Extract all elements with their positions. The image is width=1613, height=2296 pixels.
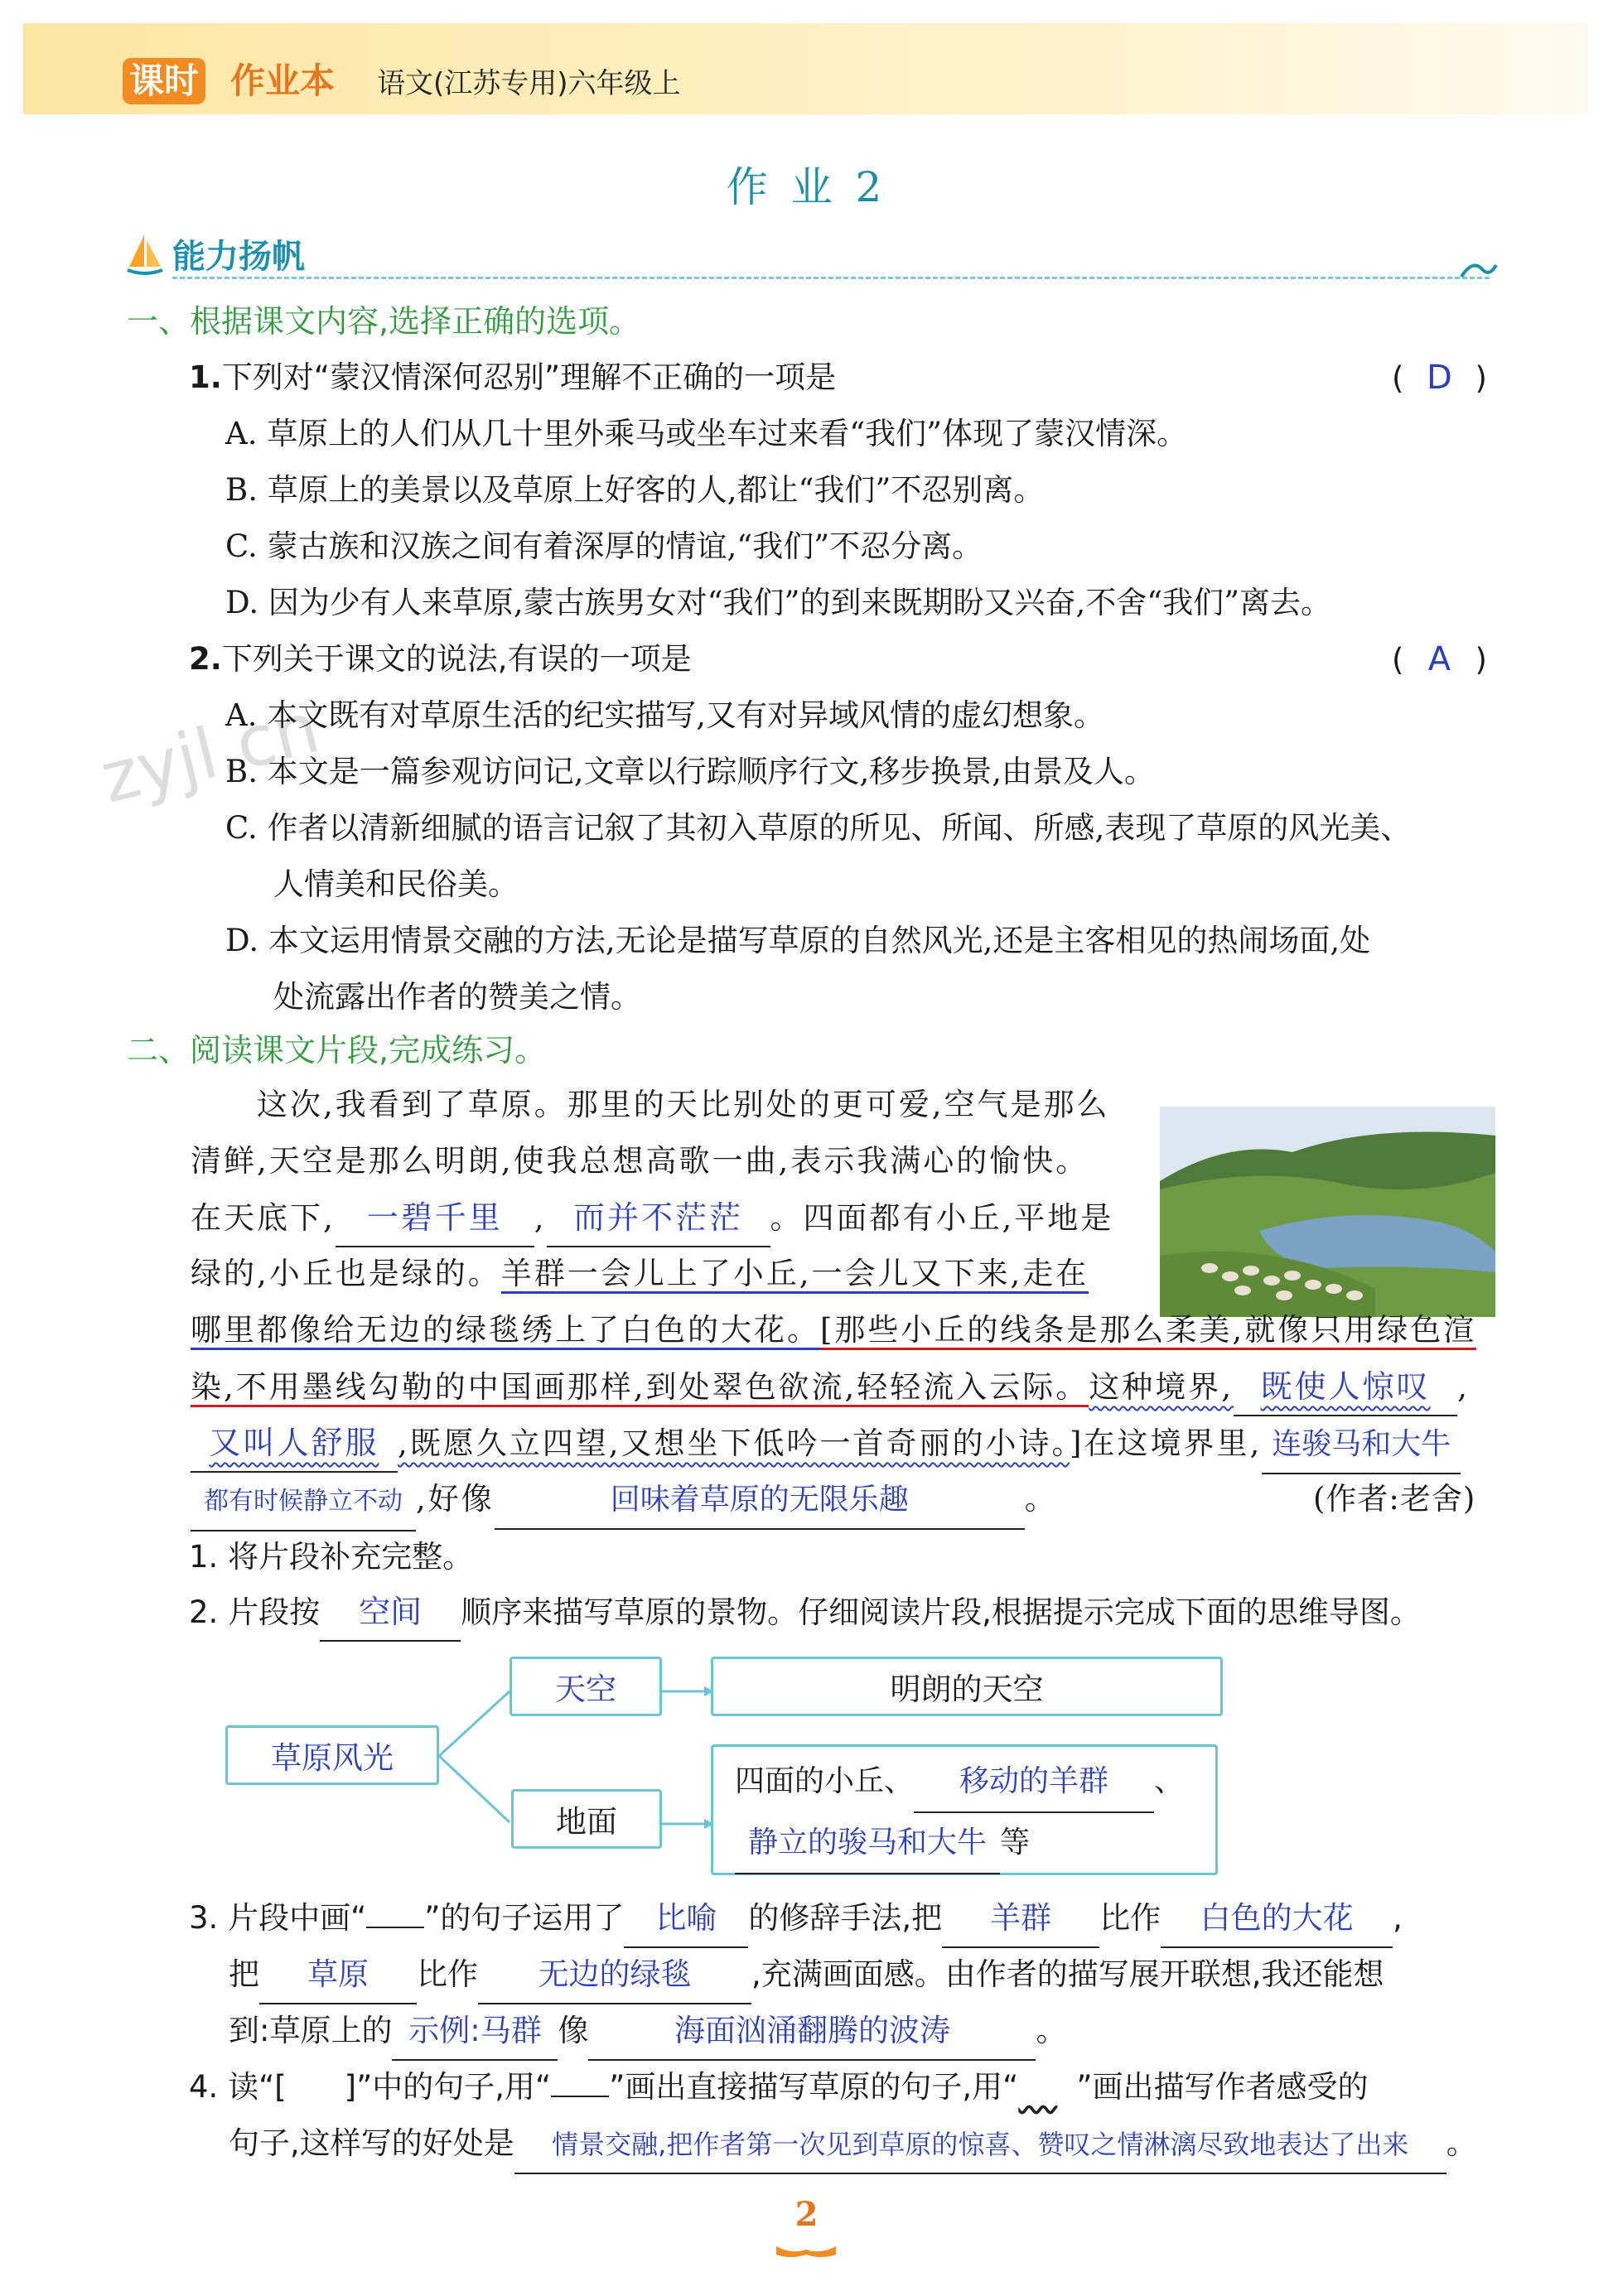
q1-stem [189,350,836,406]
wavy-underline-sample [1018,2059,1076,2115]
passage-text: ]在这境界里, [1070,1425,1263,1461]
wavy-sentence: 这种境界, [1089,1369,1234,1405]
p2-q3-text: ”的句子运用了 [424,1900,625,1936]
passage-text: , [534,1200,547,1236]
p2-q3-blank-5[interactable]: 无边的绿毯 [478,1946,751,2004]
p2-q4-text: ]”中的句子,用“ [344,2069,552,2105]
mindmap-ground-label: 地面 [556,1804,617,1840]
fill-blank-5-cont[interactable]: 都有时候静立不动 [191,1474,416,1531]
p2-q3-line2 [229,1946,1384,2004]
page-number: 2 [794,2195,819,2234]
p2-q3-text: 到:草原上的 [229,2013,393,2048]
q2-answer-paren: ( A ) [1392,631,1487,688]
grassland-photo [1160,1107,1495,1317]
underline-sample [551,2096,609,2097]
p2-q3-line1 [189,1890,1403,1948]
q2-number: 2. [189,641,222,677]
p2-q3-text: 。 [1036,2013,1067,2048]
passage-line-6 [191,1358,1470,1416]
mindmap-blank-1[interactable]: 移动的羊群 [914,1752,1154,1813]
q2-option-d-cont: 处流露出作者的赞美之情。 [273,979,641,1015]
passage-text: ,好像 [416,1481,495,1517]
passage-line-4 [191,1246,1089,1302]
header-logo: 课时 [123,58,205,104]
header-brand: 作业本 [230,60,336,101]
mindmap-sky-label[interactable]: 天空 [555,1671,616,1707]
mindmap-ground-text: 等 [1000,1826,1031,1859]
p2-q3-blank-6[interactable]: 示例:马群 [392,2003,558,2061]
p2-q3-text: 比作 [1099,1900,1161,1936]
q1-text: 下列对“蒙汉情深何忍别”理解不正确的一项是 [221,359,837,395]
q1-option-b: B. 草原上的美景以及草原上好客的人,都让“我们”不忍别离。 [225,472,1045,508]
p2-q2-text: 顺序来描写草原的景物。仔细阅读片段,根据提示完成下面的思维导图。 [461,1594,1421,1630]
fill-blank-3[interactable]: 既使人惊叹 [1234,1358,1457,1416]
q1-answer[interactable]: D [1427,359,1452,397]
passage-text: , [1457,1369,1470,1405]
p2-q3-text: 像 [558,2013,589,2048]
passage-author: (作者:老舍) [1313,1481,1476,1517]
sail-icon [126,234,164,277]
fill-blank-5[interactable]: 连骏马和大牛 [1262,1416,1461,1474]
fill-blank-4[interactable]: 又叫人舒服 [191,1415,398,1473]
p2-q3-blank-4[interactable]: 草原 [259,1946,417,2004]
q2-answer[interactable]: A [1427,640,1451,678]
p2-q1: 1. 将片段补充完整。 [189,1539,474,1575]
underlined-sentence-sheep-cont: 哪里都像给无边的绿毯绣上了白色的大花。 [191,1312,820,1350]
passage-line-5 [191,1302,1476,1358]
mindmap-sky-desc [711,1657,1223,1716]
mindmap-ground-text: 四面的小丘、 [735,1764,915,1798]
passage-line-3 [191,1189,1113,1247]
mindmap-sky [509,1657,662,1716]
fill-blank-2[interactable]: 而并不茫茫 [547,1189,770,1247]
mindmap-root-label: 草原风光 [271,1740,394,1776]
p2-q2 [189,1584,1421,1642]
p2-q4-text: 。 [1446,2125,1477,2161]
mindmap-ground-desc [711,1744,1218,1875]
p2-q4-line1 [189,2059,1369,2115]
mindmap-blank-2[interactable]: 静立的骏马和大牛 [735,1813,1000,1874]
p2-q4-text: 4. 读“[ [189,2069,287,2105]
q1-number: 1. [189,359,222,395]
p2-q3-blank-2[interactable]: 羊群 [942,1890,1099,1948]
header-subtitle: 语文(江苏专用)六年级上 [377,67,681,100]
passage-line-1: 这次,我看到了草原。那里的天比别处的更可爱,空气是那么 [257,1087,1110,1122]
q1-option-c: C. 蒙古族和汉族之间有着深厚的情谊,“我们”不忍分离。 [225,528,983,564]
underlined-sentence-sheep: 羊群一会儿上了小丘,一会儿又下来,走在 [501,1256,1089,1294]
wave-icon [1458,255,1500,283]
mindmap-ground-text: 、 [1154,1764,1185,1798]
p2-q2-text: 2. 片段按 [189,1594,321,1630]
part1-heading: 一、根据课文内容,选择正确的选项。 [127,303,641,340]
red-underlined-sentence-cont: 染,不用墨线勾勒的中国画那样,到处翠色欲流,轻轻流入云际。 [191,1369,1089,1407]
q1-answer-paren: ( D ) [1392,350,1487,407]
red-underlined-sentence: [那些小丘的线条是那么柔美,就像只用绿色渲 [820,1312,1476,1350]
p2-q4-text: 句子,这样写的好处是 [229,2125,514,2161]
q1-option-d: D. 因为少有人来草原,蒙古族男女对“我们”的到来既期盼又兴奋,不舍“我们”离去。 [225,585,1332,620]
wavy-sentence-cont: ,既愿久立四望,又想坐下低吟一首奇丽的小诗。 [398,1425,1070,1461]
section-banner: 能力扬帆 [172,238,305,276]
p2-q3-text: 的修辞手法,把 [748,1900,943,1936]
page-title: 作 业 2 [726,163,887,211]
q2-option-a: A. 本文既有对草原生活的纪实描写,又有对异域风情的虚幻想象。 [225,697,1105,733]
passage-line-7 [191,1415,1461,1474]
passage-text: 绿的,小丘也是绿的。 [191,1256,501,1291]
fill-blank-6[interactable]: 回味着草原的无限乐趣 [495,1472,1025,1530]
q2-option-c: C. 作者以清新细腻的语言记叙了其初入草原的所见、所闻、所感,表现了草原的风光美、 [225,810,1412,846]
mindmap-ground [511,1789,662,1849]
passage-line-2: 清鲜,天空是那么明朗,使我总想高歌一曲,表示我满心的愉快。 [191,1143,1089,1179]
mindmap-root [225,1725,439,1785]
p2-q2-blank[interactable]: 空间 [320,1584,461,1642]
q2-option-d: D. 本文运用情景交融的方法,无论是描写草原的自然风光,还是主客相见的热闹场面,处 [225,923,1371,958]
passage-text: 。四面都有小丘,平地是 [770,1200,1114,1236]
book-icon [773,2243,839,2260]
p2-q3-text: ,充满画面感。由作者的描写展开联想,我还能想 [751,1956,1384,1992]
q1-option-a: A. 草原上的人们从几十里外乘马或坐车过来看“我们”体现了蒙汉情深。 [225,416,1188,451]
watermark: zyjl.cn [93,687,327,819]
banner-divider [172,277,1490,279]
p2-q3-blank-7[interactable]: 海面汹涌翻腾的波涛 [588,2003,1036,2061]
p2-q3-text: 3. 片段中画“ [189,1900,367,1936]
p2-q4-text: ”画出直接描写草原的句子,用“ [609,2069,1019,2105]
p2-q3-blank-1[interactable]: 比喻 [624,1890,748,1948]
underline-sample [366,1927,424,1928]
p2-q3-blank-3[interactable]: 白色的大花 [1161,1890,1393,1948]
q2-stem [189,631,692,687]
q2-option-c-cont: 人情美和民俗美。 [273,866,519,902]
q2-option-b: B. 本文是一篇参观访问记,文章以行踪顺序行文,移步换景,由景及人。 [225,754,1155,789]
fill-blank-1[interactable]: 一碧千里 [336,1189,534,1247]
p2-q4-text: ”画出描写作者感受的 [1076,2069,1369,2105]
p2-q3-text: 把 [229,1956,259,1992]
part2-heading: 二、阅读课文片段,完成练习。 [127,1032,547,1068]
p2-q3-text: , [1393,1900,1403,1936]
q2-text: 下列关于课文的说法,有误的一项是 [221,641,692,677]
passage-text: 。 [1024,1481,1058,1517]
mindmap-sky-desc-label: 明朗的天空 [890,1671,1044,1707]
p2-q4-line2 [229,2115,1477,2174]
p2-q3-line3 [229,2003,1066,2061]
p2-q3-text: 比作 [417,1956,478,1992]
passage-text: 在天底下, [191,1200,336,1236]
p2-q4-blank[interactable]: 情景交融,把作者第一次见到草原的惊喜、赞叹之情淋漓尽致地表达了出来 [514,2116,1446,2174]
passage-line-8 [191,1471,1058,1531]
